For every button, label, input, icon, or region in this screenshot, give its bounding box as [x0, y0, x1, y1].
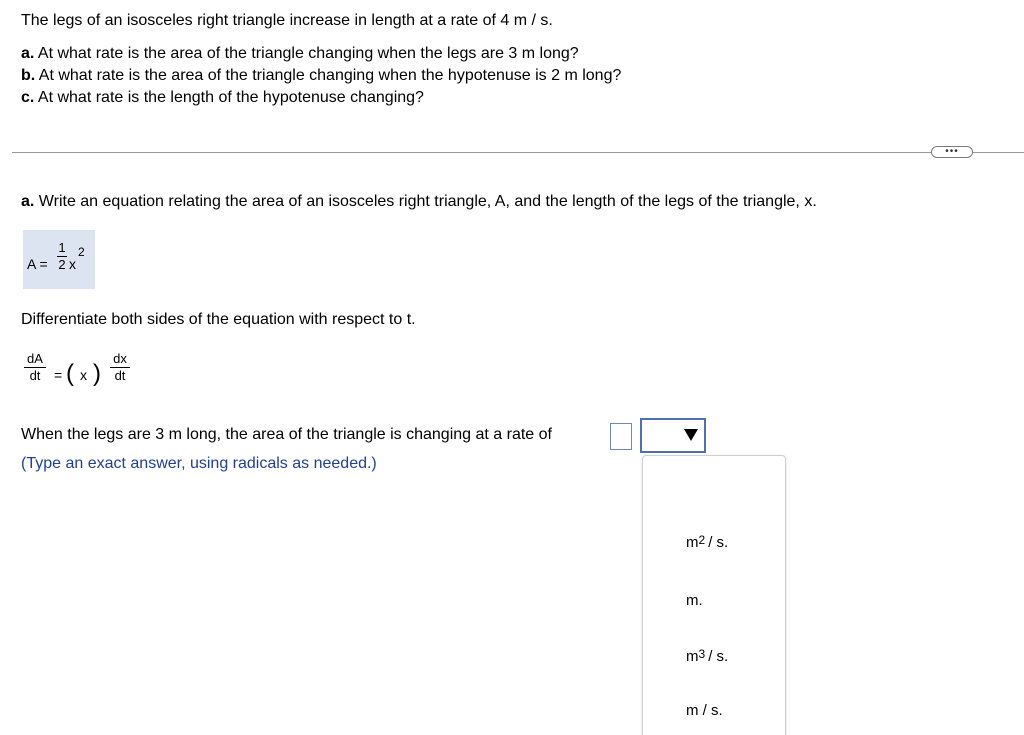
unit-option-suffix: / s.	[708, 534, 729, 551]
equation-variable: x	[69, 256, 76, 272]
unit-option-m[interactable]	[686, 592, 703, 610]
rate-question-text: When the legs are 3 m long, the area of the triangle is changing at a rate of	[21, 426, 552, 443]
problem-intro: The legs of an isosceles right triangle increase in length at a rate of 4 m / s.	[21, 12, 553, 29]
derivative-equals: =	[54, 367, 63, 383]
unit-option-base: m / s.	[686, 702, 723, 719]
equation-lhs: A =	[27, 256, 48, 272]
unit-option-base: m	[686, 534, 699, 551]
part-a-text: Write an equation relating the area of an isosceles right triangle, A, and the length of the legs of the triangle, x.	[38, 193, 817, 210]
question-c-text: At what rate is the length of the hypotenuse changing?	[37, 89, 424, 106]
equation-exponent: 2	[78, 245, 85, 259]
unit-option-suffix: / s.	[708, 648, 729, 665]
derivative-lhs-numerator: dA	[27, 351, 43, 366]
rate-answer-input[interactable]	[610, 423, 632, 450]
area-equation-answer[interactable]	[23, 230, 95, 289]
question-b-label: b.	[21, 67, 36, 84]
dropdown-arrow-icon[interactable]	[684, 429, 698, 441]
question-c-label: c.	[21, 89, 35, 106]
derivative-lhs-fraction	[24, 352, 46, 383]
problem-statement	[21, 10, 621, 109]
section-divider	[12, 152, 1024, 153]
derivative-rhs-fraction	[110, 352, 130, 383]
part-a-label: a.	[21, 193, 35, 210]
unit-option-exponent: 2	[698, 533, 706, 547]
answer-hint: (Type an exact answer, using radicals as needed.)	[21, 455, 377, 472]
question-a-label: a.	[21, 45, 35, 62]
derivative-paren-open: (	[66, 360, 74, 387]
derivative-paren-close: )	[93, 360, 101, 387]
differentiate-instruction: Differentiate both sides of the equation with respect to t.	[21, 311, 416, 328]
question-a	[21, 43, 621, 65]
question-c	[21, 87, 621, 109]
more-options-button[interactable]: •••	[931, 146, 973, 158]
unit-option-m3-per-s[interactable]	[686, 648, 728, 666]
unit-dropdown-menu	[642, 455, 786, 735]
unit-option-m2-per-s[interactable]	[686, 534, 728, 552]
unit-select[interactable]	[640, 418, 706, 453]
unit-option-base: m	[686, 648, 699, 665]
unit-option-base: m.	[686, 592, 703, 609]
equation-fraction-numerator: 1	[58, 240, 66, 255]
derivative-lhs-denominator: dt	[29, 368, 41, 383]
question-b	[21, 65, 621, 87]
question-a-text: At what rate is the area of the triangle changing when the legs are 3 m long?	[37, 45, 579, 62]
equation-fraction	[57, 241, 67, 272]
part-a-prompt	[21, 192, 817, 212]
derivative-rhs-denominator: dt	[114, 368, 126, 383]
unit-option-exponent: 3	[698, 647, 706, 661]
derivative-rhs-numerator: dx	[113, 351, 127, 366]
derivative-paren-value[interactable]: x	[80, 367, 87, 383]
unit-option-m-per-s[interactable]	[686, 702, 723, 720]
equation-fraction-denominator: 2	[58, 257, 66, 272]
question-b-text: At what rate is the area of the triangle changing when the hypotenuse is 2 m long?	[38, 67, 622, 84]
